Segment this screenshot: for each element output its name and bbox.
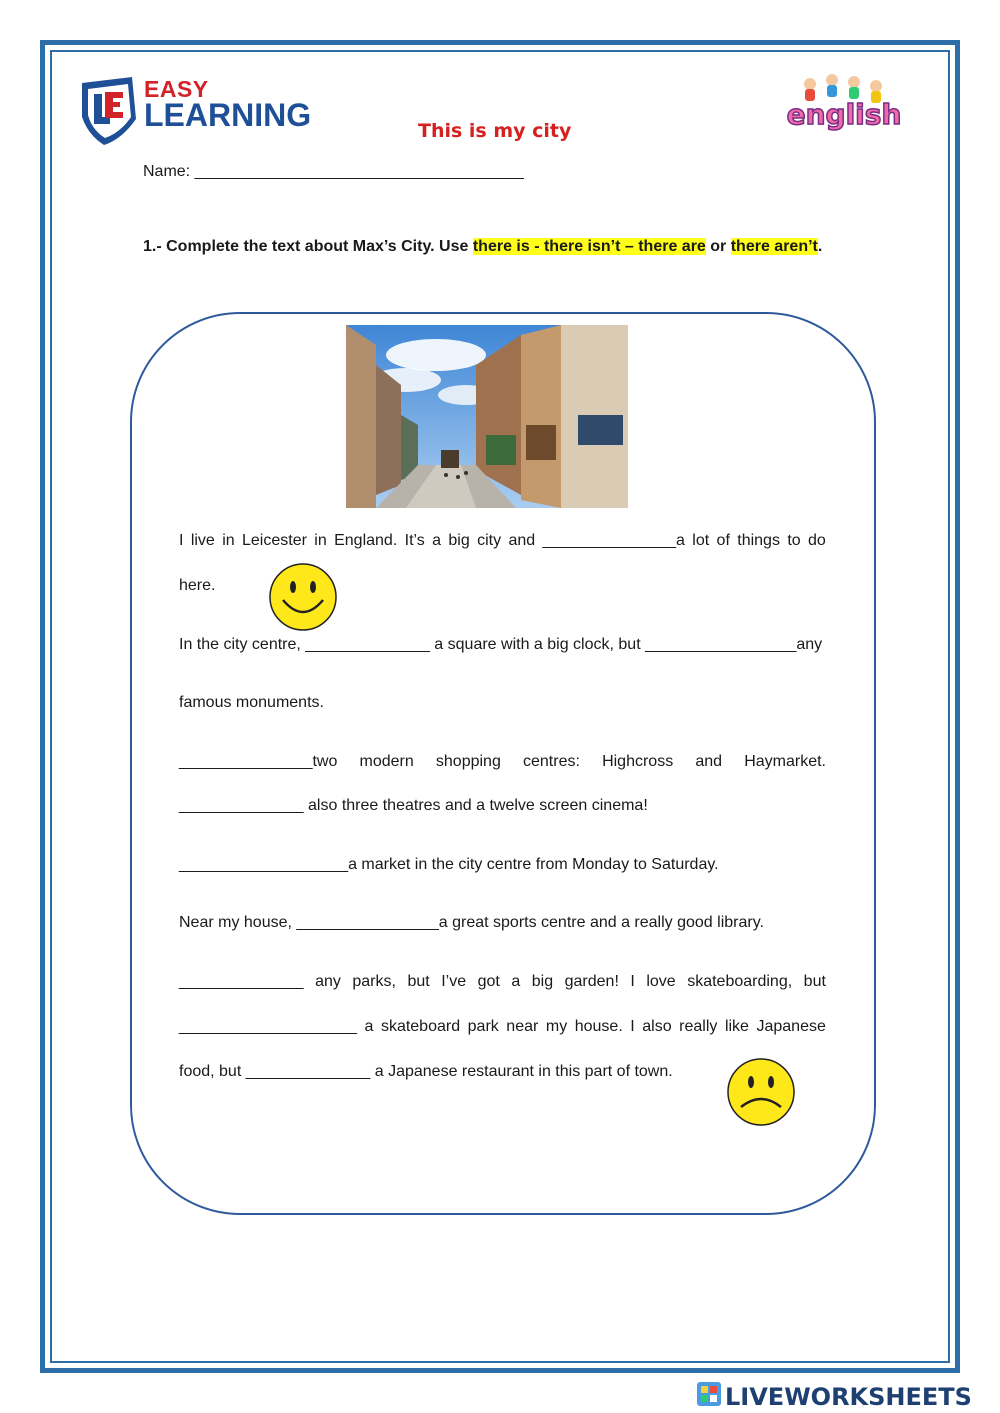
text-word: England.: [334, 532, 398, 549]
text-word: do: [808, 532, 826, 549]
blank-8[interactable]: ______________: [179, 973, 304, 990]
text-line-9: [179, 973, 826, 991]
text-line-2: here.: [179, 577, 216, 594]
logo-learning-text: LEARNING: [144, 97, 312, 133]
text-line-10: [179, 1018, 826, 1036]
exercise-instruction: [143, 238, 822, 256]
text-word: love: [646, 973, 676, 990]
instruction-prefix: 1.- Complete the text about Max’s City. Use: [143, 238, 473, 255]
text-word: lot: [692, 532, 710, 549]
liveworksheets-logo-icon: [697, 1380, 997, 1410]
text-word: like: [724, 1018, 749, 1035]
text-line-5: [179, 753, 826, 771]
text-line-3: In the city centre, ______________ a square with a big clock, but _________________any: [179, 636, 823, 653]
text-word: any: [315, 973, 341, 990]
english-logo-text: english: [786, 98, 902, 131]
happy-face-icon: [268, 562, 338, 632]
text-word: Haymarket.: [744, 753, 826, 770]
text-word: and: [695, 753, 723, 770]
text-word: I: [179, 532, 184, 549]
text-word: a: [364, 1018, 374, 1035]
text-word: really: [679, 1018, 718, 1035]
city-street-photo: [346, 325, 628, 508]
text-line-7: ___________________a market in the city centre from Monday to Saturday.: [179, 856, 719, 873]
blank-1[interactable]: _______________a: [542, 532, 685, 549]
logo-easy-text: EASY: [144, 76, 209, 102]
text-word: centres:: [523, 753, 580, 770]
text-word: but: [803, 973, 826, 990]
logo-wordmark: [144, 78, 311, 131]
text-word: I: [630, 973, 635, 990]
text-word: skateboarding,: [687, 973, 793, 990]
text-word: I: [630, 1018, 635, 1035]
text-word: in: [314, 532, 327, 549]
text-line-4: famous monuments.: [179, 694, 324, 711]
text-line-11: food, but ______________ a Japanese restaurant in this part of town.: [179, 1063, 673, 1080]
text-word: a: [511, 973, 521, 990]
text-word: Highcross: [602, 753, 674, 770]
text-word: I’ve: [441, 973, 467, 990]
text-word: It’s: [404, 532, 425, 549]
options-highlight-1: there is - there isn’t – there are: [472, 238, 706, 255]
text-word: things: [737, 532, 780, 549]
text-word: house.: [574, 1018, 623, 1035]
instruction-suffix: .: [817, 238, 823, 255]
english-kids-logo-icon: [770, 70, 918, 134]
text-word: to: [787, 532, 801, 549]
text-word: city: [477, 532, 502, 549]
blank-4[interactable]: _______________two: [179, 753, 338, 770]
name-label: Name:: [143, 163, 191, 180]
text-word: but: [407, 973, 430, 990]
text-word: got: [477, 973, 500, 990]
liveworksheets-brand: LIVEWORKSHEETS: [725, 1383, 972, 1410]
text-word: and: [508, 532, 536, 549]
text-word: big: [448, 532, 470, 549]
text-word: parks,: [352, 973, 396, 990]
text-word: a: [432, 532, 442, 549]
sad-face-icon: [725, 1057, 797, 1127]
text-word: also: [642, 1018, 672, 1035]
text-word: park: [467, 1018, 499, 1035]
text-word: my: [545, 1018, 568, 1035]
text-word: big: [531, 973, 554, 990]
text-word: near: [506, 1018, 539, 1035]
worksheet-title: This is my city: [418, 120, 572, 142]
text-word: live: [190, 532, 215, 549]
options-highlight-2: there aren’t: [730, 238, 818, 255]
name-field[interactable]: [143, 163, 524, 181]
name-blank[interactable]: _____________________________________: [194, 163, 524, 180]
text-word: Leicester: [242, 532, 307, 549]
text-word: shopping: [435, 753, 501, 770]
text-line-1: [179, 532, 826, 550]
blank-9[interactable]: ____________________: [179, 1018, 357, 1035]
instruction-middle: or: [705, 238, 731, 255]
text-word: in: [222, 532, 235, 549]
text-word: of: [716, 532, 730, 549]
text-word: skateboard: [380, 1018, 461, 1035]
text-line-6: ______________ also three theatres and a twelve screen cinema!: [179, 797, 648, 814]
text-line-8: Near my house, ________________a great sports centre and a really good library.: [179, 914, 764, 931]
text-word: modern: [359, 753, 414, 770]
text-word: garden!: [564, 973, 619, 990]
text-word: Japanese: [756, 1018, 826, 1035]
